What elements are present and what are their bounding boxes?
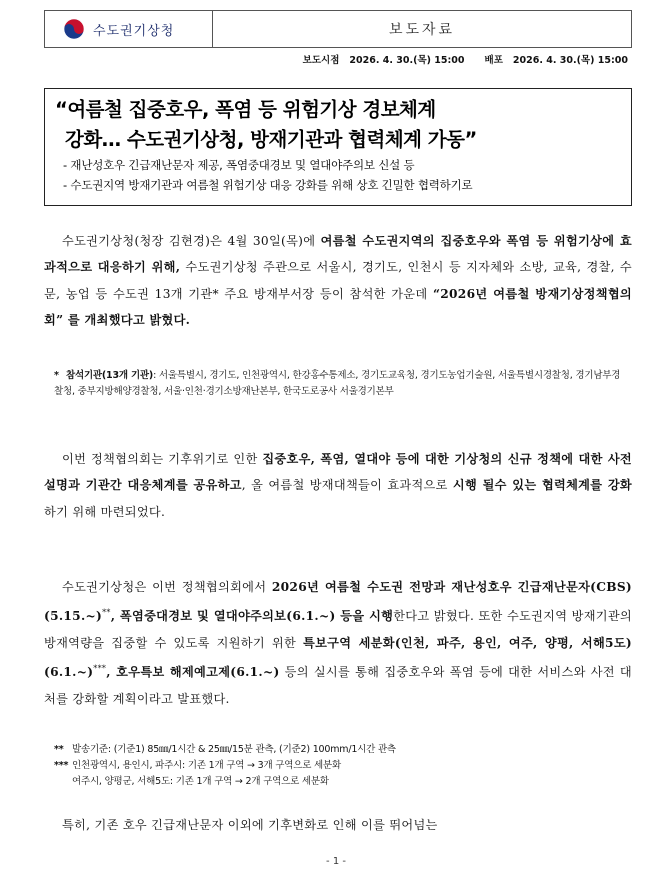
p3-mark-1: ** (102, 608, 111, 618)
p1-bold-e: “2026년 여름철 방재기상정책협의회” 를 개최했다고 밝혔다. (44, 286, 632, 328)
org-logo (45, 11, 213, 47)
p3-text-a: 수도권기상청은 이번 정책협의회에서 (62, 580, 272, 594)
p3-text-g: 등의 실시를 통해 집중호우와 폭염 등에 대한 서비스와 사전 대처를 강화할 계획이라고 발표했다. (44, 665, 632, 706)
page-number: - 1 - (326, 856, 346, 867)
headline-line1: “여름철 집중호우, 폭염 등 위험기상 경보체계 (55, 98, 436, 121)
p3-text-d: 한다고 밝혔다. 또한 수도권지역 방재기관의 방재역량을 집중할 수 있도록 지원하기 위한 (44, 609, 632, 650)
note2-text: 발송기준: (기준1) 85㎜/1시간 & 25㎜/15분 관측, (기준2) 100mm/1시간 관측 (72, 744, 396, 755)
subheadline-1: - 재난성호우 긴급재난문자 제공, 폭염중대경보 및 열대야주의보 신설 등 (63, 158, 415, 172)
report-time: 2026. 4. 30.(목) 15:00 (349, 55, 465, 66)
footnote-attendees (54, 368, 624, 399)
paragraph-4 (44, 812, 632, 838)
p1-text-c: 수도권기상청 주관으로 서울시, 경기도, 인천시 등 지자체와 소방, 교육, 경찰, 수문, 농업 등 수도권 13개 기관 (44, 260, 632, 301)
footnote-cbs-criteria (54, 742, 624, 758)
headline (55, 95, 621, 155)
distribution-label: 배포 (484, 55, 503, 66)
doc-type-title: 보도자료 (388, 22, 456, 38)
p3-bold-f: , 호우특보 해제예고제(6.1.~) (106, 665, 280, 680)
p1-text-d: * 주요 방재부서장 등이 참석한 가운데 (212, 286, 433, 301)
taegeuk-logo-icon (63, 18, 85, 40)
note1-mark: * (54, 370, 59, 381)
p2-bold-d: 시행 될수 있는 협력체계를 강화 (452, 478, 632, 493)
p3-mark-2: *** (93, 664, 107, 674)
p4-text: 특히, 기존 호우 긴급재난문자 이외에 기후변화로 인해 이를 뛰어넘는 (62, 818, 438, 832)
headline-line2: 강화… 수도권기상청, 방재기관과 협력체계 가동” (65, 128, 477, 151)
paragraph-1 (44, 228, 632, 334)
p3-bold-e: 특보구역 세분화(인천, 파주, 용인, 여주, 양평, 서해5도)(6.1.~) (44, 635, 632, 680)
p2-text-c: , 올 여름철 방재대책들이 효과적으로 (241, 478, 453, 493)
note3-line2: 여주시, 양평군, 서해5도: 기존 1개 구역 → 2개 구역으로 세분화 (72, 775, 329, 787)
p2-text-e: 하기 위해 마련되었다. (44, 504, 166, 519)
release-dates (303, 52, 628, 66)
p1-text-a: 수도권기상청(청장 김현경)은 4월 30일(목)에 (62, 234, 321, 248)
press-header (44, 10, 632, 48)
note3-mark: *** (54, 760, 69, 771)
p2-text-a: 이번 정책협의회는 기후위기로 인한 (62, 452, 263, 466)
paragraph-3 (44, 574, 632, 712)
note3-line1: 인천광역시, 용인시, 파주시: 기존 1개 구역 → 3개 구역으로 세분화 (72, 760, 341, 771)
p2-bold-b: 집중호우, 폭염, 열대야 등에 대한 기상청의 신규 정책에 대한 사전설명과 기관간 대응체계를 공유하고 (44, 452, 632, 493)
p1-bold-b: 여름철 수도권지역의 집중호우와 폭염 등 위험기상에 효과적으로 대응하기 위해, (44, 234, 632, 275)
paragraph-2 (44, 446, 632, 525)
distribution-time: 2026. 4. 30.(목) 15:00 (512, 55, 628, 66)
note1-label: 참석기관(13개 기관) (66, 370, 154, 381)
headline-box (44, 88, 632, 206)
p3-bold-c: , 폭염중대경보 및 열대야주의보(6.1.~) 등을 시행 (110, 609, 394, 624)
report-time-label: 보도시점 (302, 55, 340, 66)
subheadline-2: - 수도권지역 방재기관과 여름철 위험기상 대응 강화를 위해 상호 긴밀한 협력하기로 (63, 178, 473, 192)
p3-bold-b: 2026년 여름철 수도권 전망과 재난성호우 긴급재난문자(CBS)(5.15.~) (44, 580, 632, 624)
footnote-zone-split (54, 758, 624, 789)
org-name: 수도권기상청 (93, 23, 175, 39)
note2-mark: ** (54, 744, 64, 755)
note1-text: : 서울특별시, 경기도, 인천광역시, 한강홍수통제소, 경기도교육청, 경기도농업기술원, 서울특별시경찰청, 경기남부경찰청, 중부지방해양경찰청, 서울·인천·경기소방재난본부, 한국도로공사 서울경기본부 (54, 370, 621, 397)
